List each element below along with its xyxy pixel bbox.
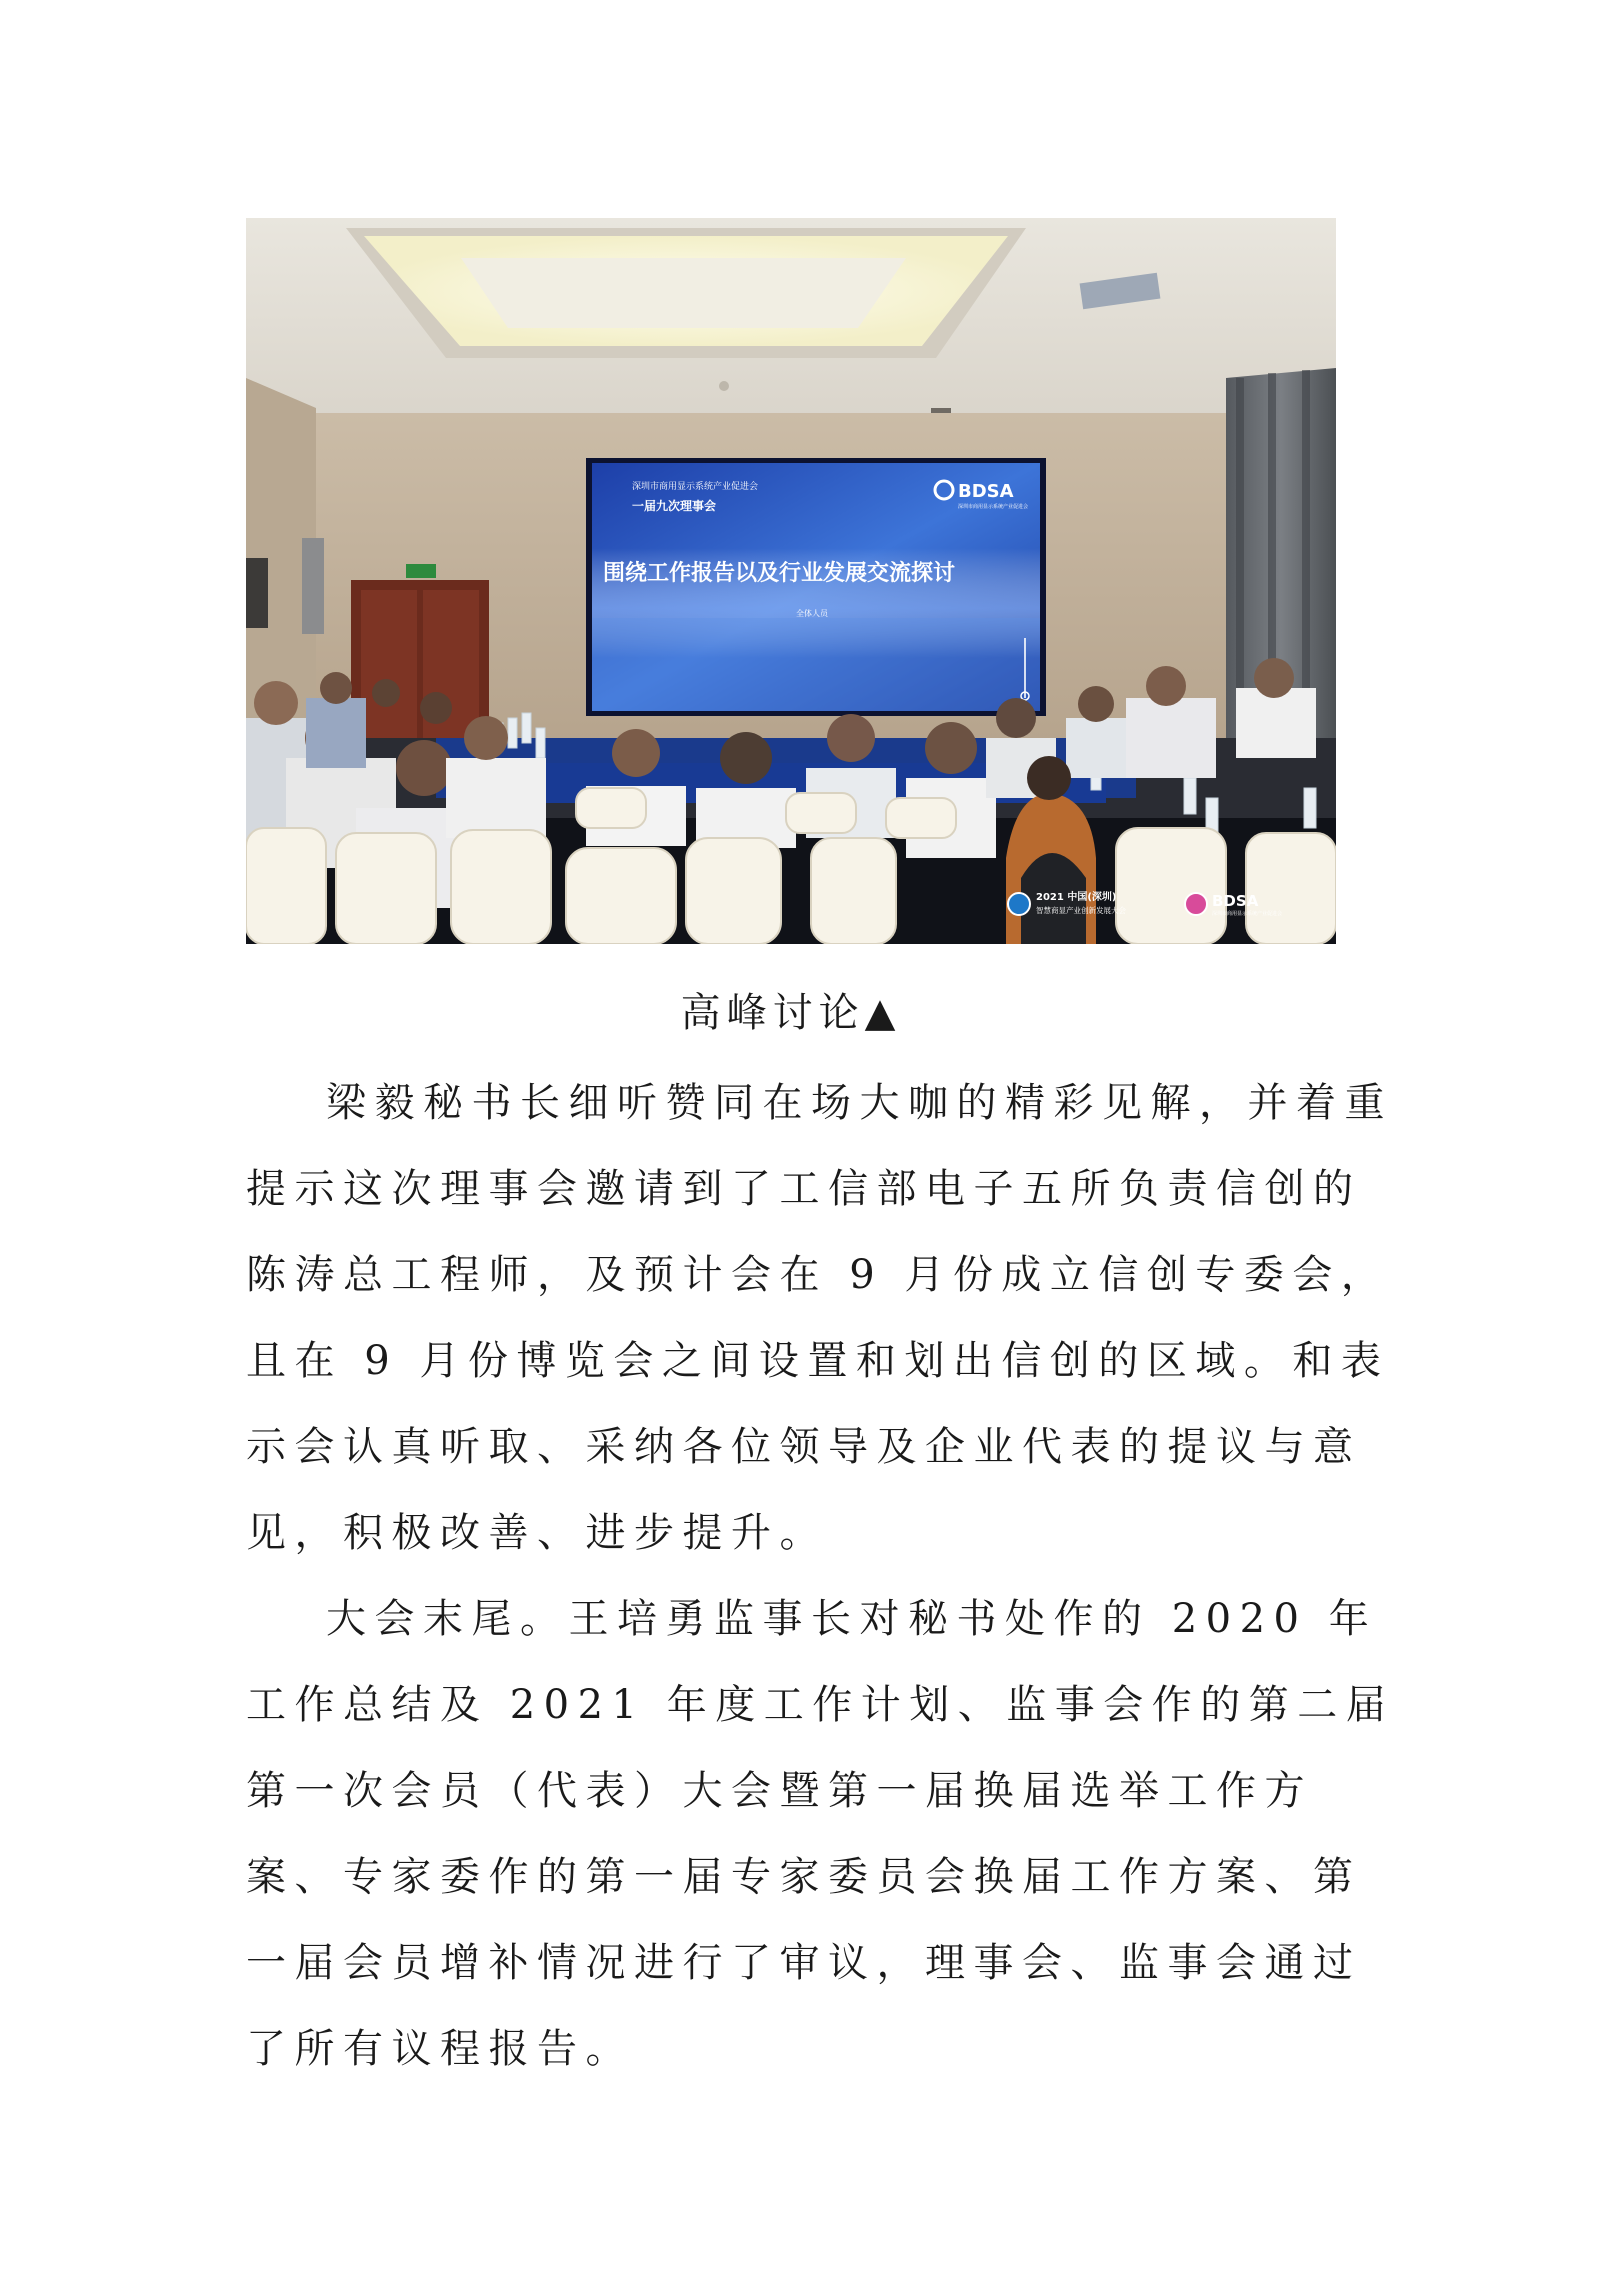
screen-logo-sub: 深圳市商用显示系统产业促进会 xyxy=(958,504,1029,510)
watermark-logo: BDSA xyxy=(1212,892,1259,910)
paragraph-2: 大会末尾。王培勇监事长对秘书处作的 2020 年工作总结及 2021 年度工作计划、监事会作的第二届第一次会员（代表）大会暨第一届换届选举工作方案、专家委作的第一届专家委员会换届工作方案、第一届会员增补情况进行了审议，理事会、监事会通过了所有议程报告。 xyxy=(246,1596,1395,2072)
screen-logo: BDSA xyxy=(958,481,1014,502)
watermark-logo-sub: 深圳市商用显示系统产业促进会 xyxy=(1212,911,1283,917)
watermark-event-line2: 智慧商显产业创新发展大会 xyxy=(1036,906,1126,915)
watermark-event-line1: 2021 中国(深圳) xyxy=(1036,892,1117,903)
screen-speaker: 全体人员 xyxy=(796,609,828,618)
article-body xyxy=(246,1060,1406,2092)
photo-caption: 高峰讨论▲ xyxy=(680,990,902,1036)
meeting-photo xyxy=(246,218,1336,944)
screen-headline: 围绕工作报告以及行业发展交流探讨 xyxy=(602,561,956,586)
screen-session-line: 一届九次理事会 xyxy=(632,499,717,513)
paragraph-1: 梁毅秘书长细听赞同在场大咖的精彩见解，并着重提示这次理事会邀请到了工信部电子五所负责信创的陈涛总工程师，及预计会在 9 月份成立信创专委会，且在 9 月份博览会之间设置和划出信创的区域。和表示会认真听取、采纳各位领导及企业代表的提议与意见，积极改善、进步提升。 xyxy=(246,1080,1393,1556)
bdsa-logo-mark xyxy=(1185,893,1207,915)
event-logo-mark xyxy=(1008,893,1030,915)
screen-org-line: 深圳市商用显示系统产业促进会 xyxy=(632,482,759,492)
